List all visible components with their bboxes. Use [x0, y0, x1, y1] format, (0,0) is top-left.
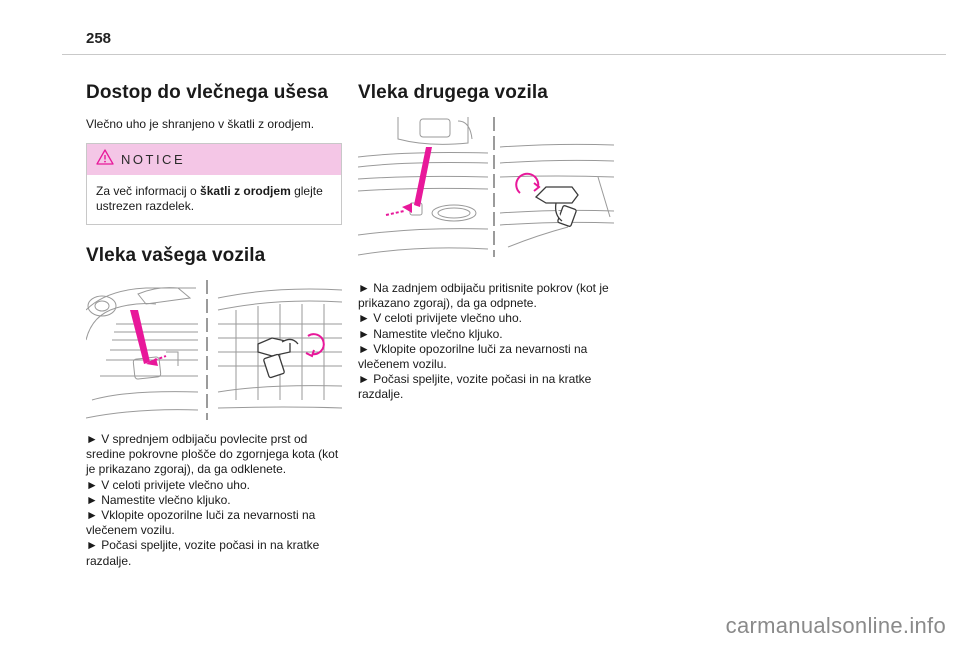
- list-item: ► Počasi speljite, vozite počasi in na kratke razdalje.: [358, 372, 592, 402]
- notice-text-before: Za več informacij o: [96, 184, 201, 198]
- own-vehicle-title: Vleka vašega vozila: [86, 245, 266, 266]
- front-bumper-illustration: [86, 280, 342, 420]
- own-vehicle-steps: [86, 432, 342, 569]
- watermark: carmanualsonline.info: [725, 613, 946, 638]
- list-item: ► V celoti privijete vlečno uho.: [358, 311, 522, 326]
- warning-triangle-icon: [96, 149, 114, 170]
- list-item: ► V celoti privijete vlečno uho.: [86, 477, 250, 492]
- notice-label: NOTICE: [121, 152, 186, 167]
- access-text: Vlečno uho je shranjeno v škatli z orodjem.: [86, 117, 315, 131]
- right-column: [358, 82, 614, 403]
- list-item: ► Vklopite opozorilne luči za nevarnosti na vlečenem vozilu.: [86, 508, 316, 538]
- list-item: ► Namestite vlečno kljuko.: [358, 326, 503, 341]
- list-item: ► Namestite vlečno kljuko.: [86, 492, 231, 507]
- list-item: ► Vklopite opozorilne luči za nevarnosti na vlečenem vozilu.: [358, 341, 588, 372]
- notice-header: [87, 144, 341, 175]
- other-vehicle-steps: [358, 281, 614, 403]
- list-item: ► Počasi speljite, vozite počasi in na kratke razdalje.: [86, 538, 320, 568]
- notice-box: [86, 143, 342, 225]
- left-column: [86, 82, 342, 569]
- access-title: Dostop do vlečnega ušesa: [86, 82, 329, 103]
- rear-bumper-illustration: [358, 117, 614, 257]
- page-number: 258: [86, 30, 112, 47]
- other-vehicle-title: Vleka drugega vozila: [358, 82, 548, 103]
- list-item: ► V sprednjem odbijaču povlecite prst od sredine pokrovne plošče do zgornjega kota (kot je prikazano zgoraj), da ga odklenete.: [86, 432, 339, 477]
- notice-text-bold: škatli z orodjem: [200, 184, 291, 198]
- notice-text: [87, 175, 341, 224]
- header-divider: [62, 54, 946, 55]
- notice-text-after: glejte ustrezen razdelek.: [96, 184, 323, 213]
- list-item: ► Na zadnjem odbijaču pritisnite pokrov (kot je prikazano zgoraj), da ga odpnete.: [358, 281, 609, 311]
